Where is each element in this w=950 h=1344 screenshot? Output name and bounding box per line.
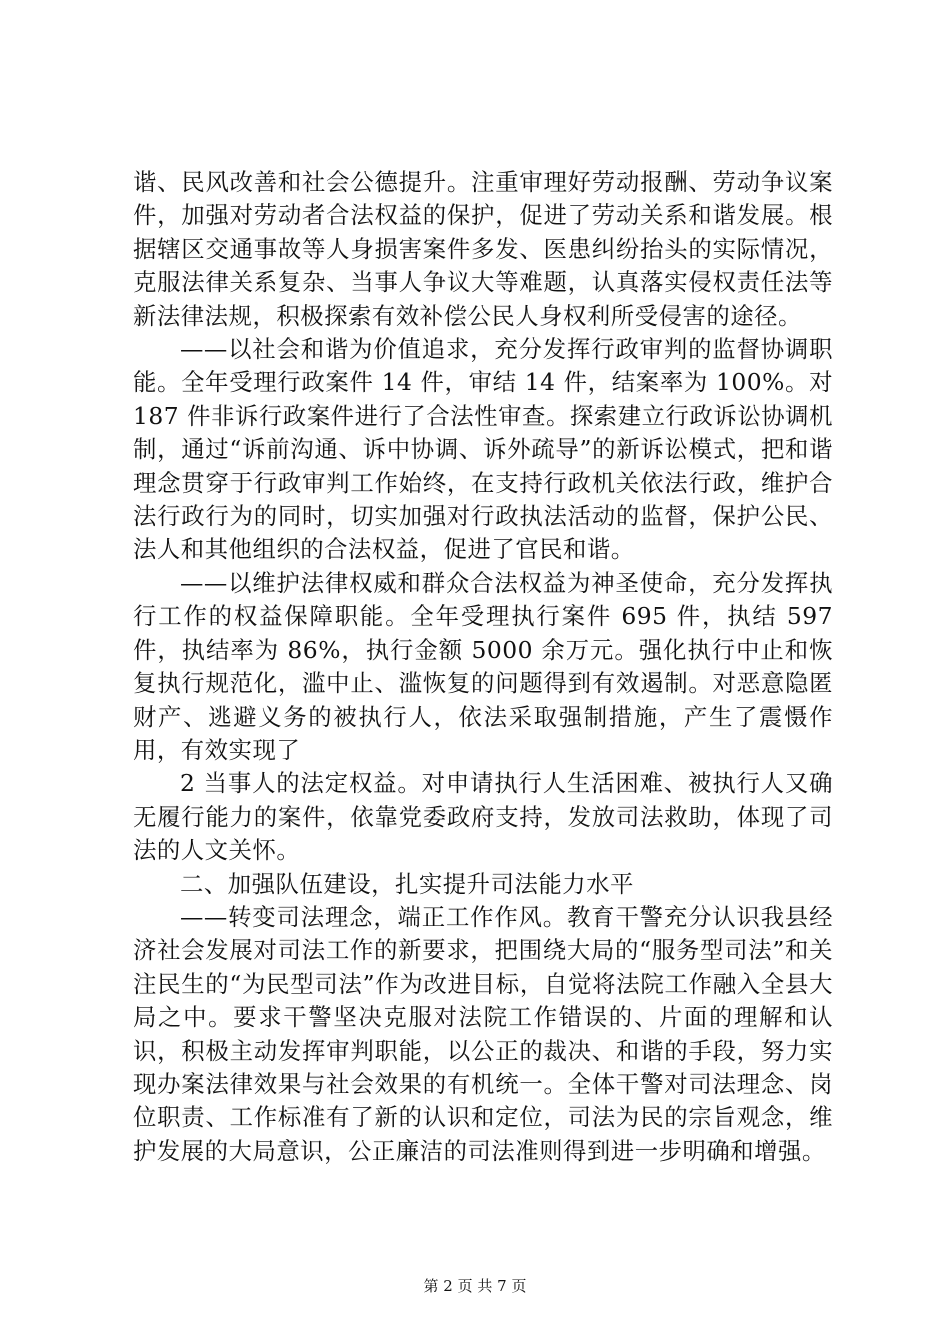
paragraph-2: ——以社会和谐为价值追求，充分发挥行政审判的监督协调职能。全年受理行政案件 14 件，审结 14 件，结案率为 100%。对 187 件非诉行政案件进行了合法性审查。探索建立行政诉讼协调机制，通过“诉前沟通、诉中协调、诉外疏导”的新诉讼模式，把和谐理念贯穿于行政审判工作始终，在支持行政机关依法行政，维护合法行政行为的同时，切实加强对行政执法活动的监督，保护公民、法人和其他组织的合法权益，促进了官民和谐。 bbox=[133, 335, 833, 564]
page-footer: 第 2 页 共 7 页 bbox=[423, 1277, 527, 1295]
document-body bbox=[133, 166, 833, 1168]
paragraph-5: ——转变司法理念，端正工作作风。教育干警充分认识我县经济社会发展对司法工作的新要求，把围绕大局的“服务型司法”和关注民生的“为民型司法”作为改进目标，自觉将法院工作融入全县大局之中。要求干警坚决克服对法院工作错误的、片面的理解和认识，积极主动发挥审判职能，以公正的裁决、和谐的手段，努力实现办案法律效果与社会效果的有机统一。全体干警对司法理念、岗位职责、工作标准有了新的认识和定位，司法为民的宗旨观念，维护发展的大局意识，公正廉洁的司法准则得到进一步明确和增强。 bbox=[133, 902, 833, 1165]
section-heading: 二、加强队伍建设，扎实提升司法能力水平 bbox=[180, 869, 634, 898]
paragraph-1: 谐、民风改善和社会公德提升。注重审理好劳动报酬、劳动争议案件，加强对劳动者合法权益的保护，促进了劳动关系和谐发展。根据辖区交通事故等人身损害案件多发、医患纠纷抬头的实际情况，克服法律关系复杂、当事人争议大等难题，认真落实侵权责任法等新法律法规，积极探索有效补偿公民人身权利所受侵害的途径。 bbox=[133, 168, 833, 330]
paragraph-4: 2 当事人的法定权益。对申请执行人生活困难、被执行人又确无履行能力的案件，依靠党委政府支持，发放司法救助，体现了司法的人文关怀。 bbox=[133, 769, 833, 865]
paragraph-3: ——以维护法律权威和群众合法权益为神圣使命，充分发挥执行工作的权益保障职能。全年受理执行案件 695 件，执结 597 件，执结率为 86%，执行金额 5000 余万元。强化执行中止和恢复执行规范化，滥中止、滥恢复的问题得到有效遏制。对恶意隐匿财产、逃避义务的被执行人，依法采取强制措施，产生了震慑作用，有效实现了 bbox=[133, 568, 833, 764]
